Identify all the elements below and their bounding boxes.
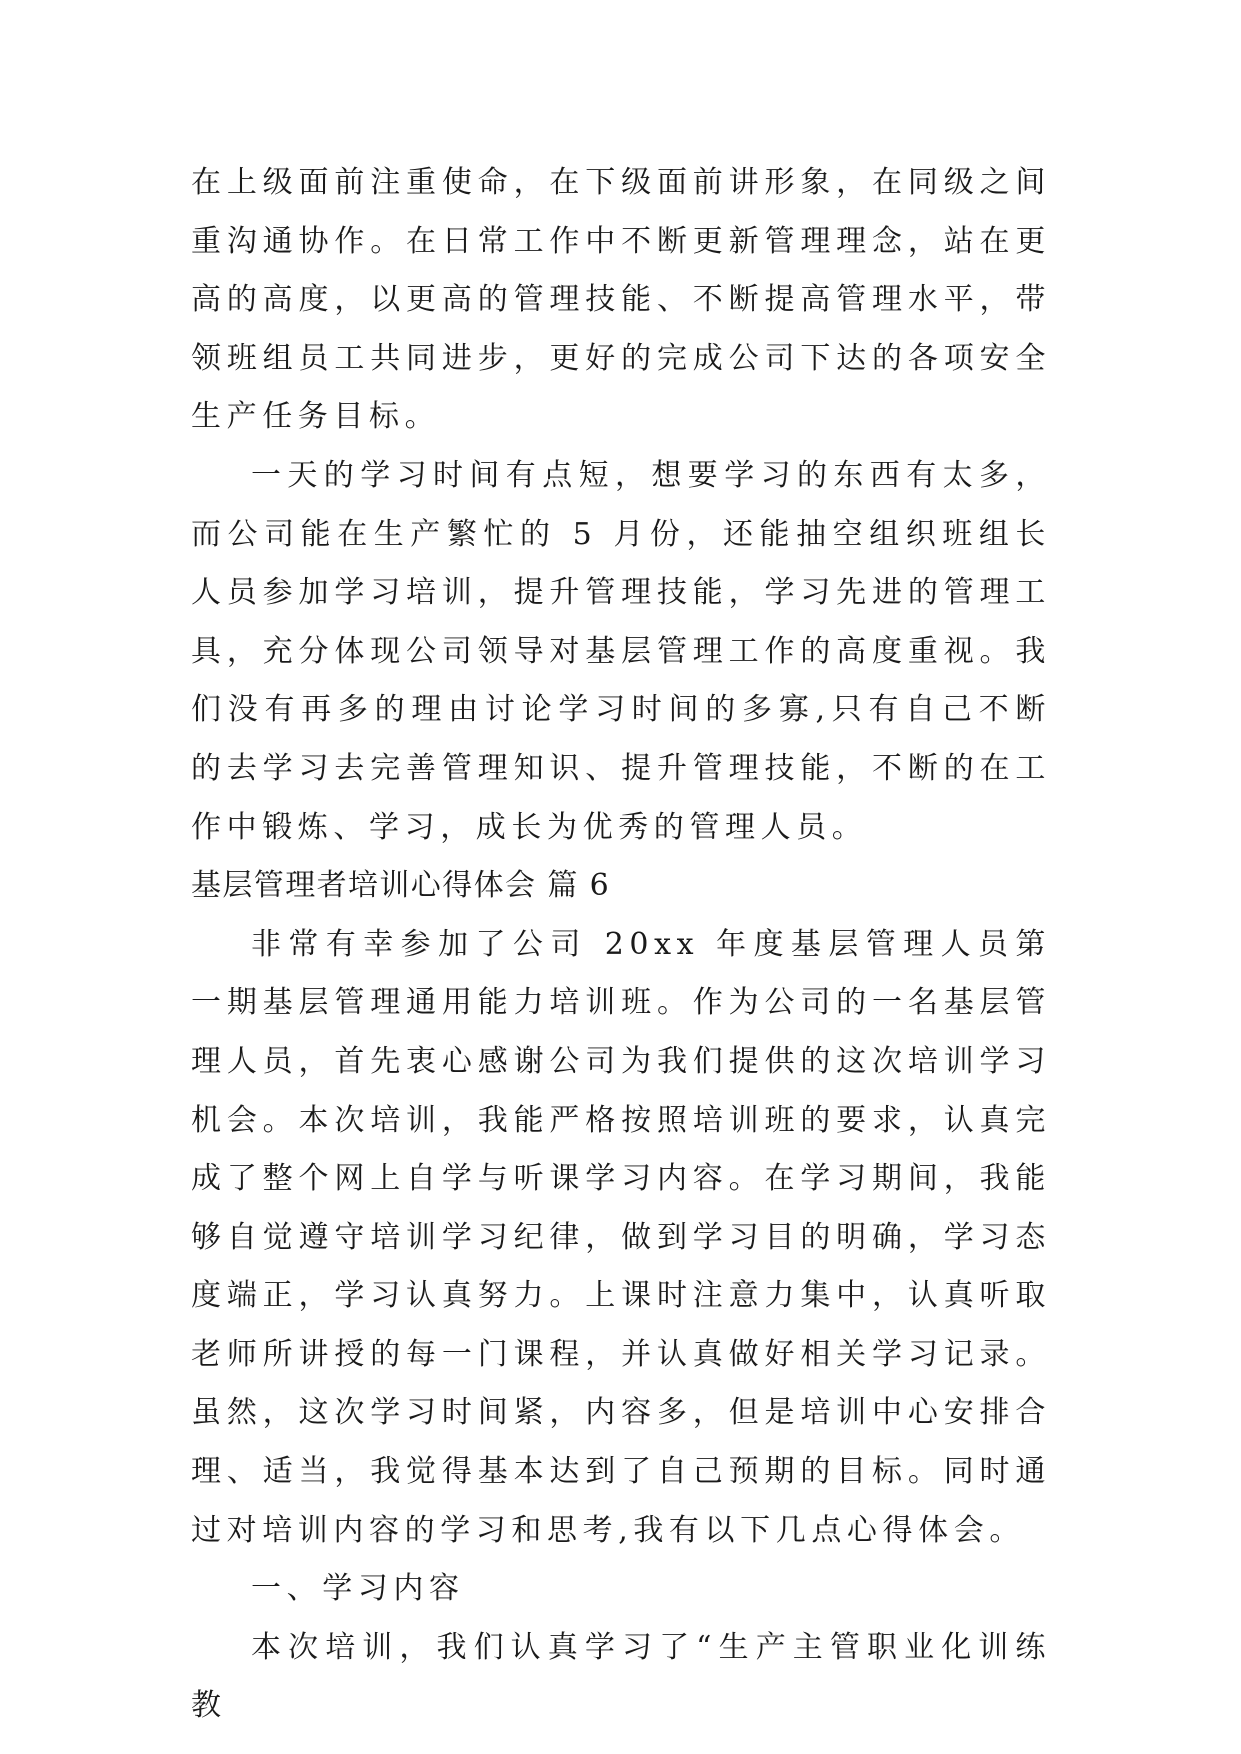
section-title: 基层管理者培训心得体会 篇 6 (191, 868, 611, 904)
subheading: 一、学习内容 (251, 1571, 465, 1607)
paragraph-3: 非常有幸参加了公司 20xx 年度基层管理人员第一期基层管理通用能力培训班。作为公司的一名基层管理人员，首先衷心感谢公司为我们提供的这次培训学习机会。本次培训，我能严格按照培训班的要求，认真完成了整个网上自学与听课学习内容。在学习期间，我能够自觉遵守培训学习纪律，做到学习目的明确，学习态度端正，学习认真努力。上课时注意力集中，认真听取老师所讲授的每一门课程，并认真做好相关学习记录。虽然，这次学习时间紧，内容多，但是培训中心安排合理、适当，我觉得基本达到了自己预期的目标。同时通过对培训内容的学习和思考,我有以下几点心得体会。 (191, 926, 1051, 1548)
paragraph-1: 在上级面前注重使命，在下级面前讲形象，在同级之间重沟通协作。在日常工作中不断更新管理理念，站在更高的高度，以更高的管理技能、不断提高管理水平，带领班组员工共同进步，更好的完成公司下达的各项安全生产任务目标。 (191, 165, 1051, 435)
paragraph-4: 本次培训，我们认真学习了“生产主管职业化训练教 (191, 1629, 1051, 1724)
document-body (191, 154, 1051, 1736)
paragraph-2: 一天的学习时间有点短，想要学习的东西有太多，而公司能在生产繁忙的 5 月份，还能抽空组织班组长人员参加学习培训，提升管理技能，学习先进的管理工具，充分体现公司领导对基层管理工作的高度重视。我们没有再多的理由讨论学习时间的多寡,只有自己不断的去学习去完善管理知识、提升管理技能，不断的在工作中锻炼、学习，成长为优秀的管理人员。 (191, 457, 1051, 845)
